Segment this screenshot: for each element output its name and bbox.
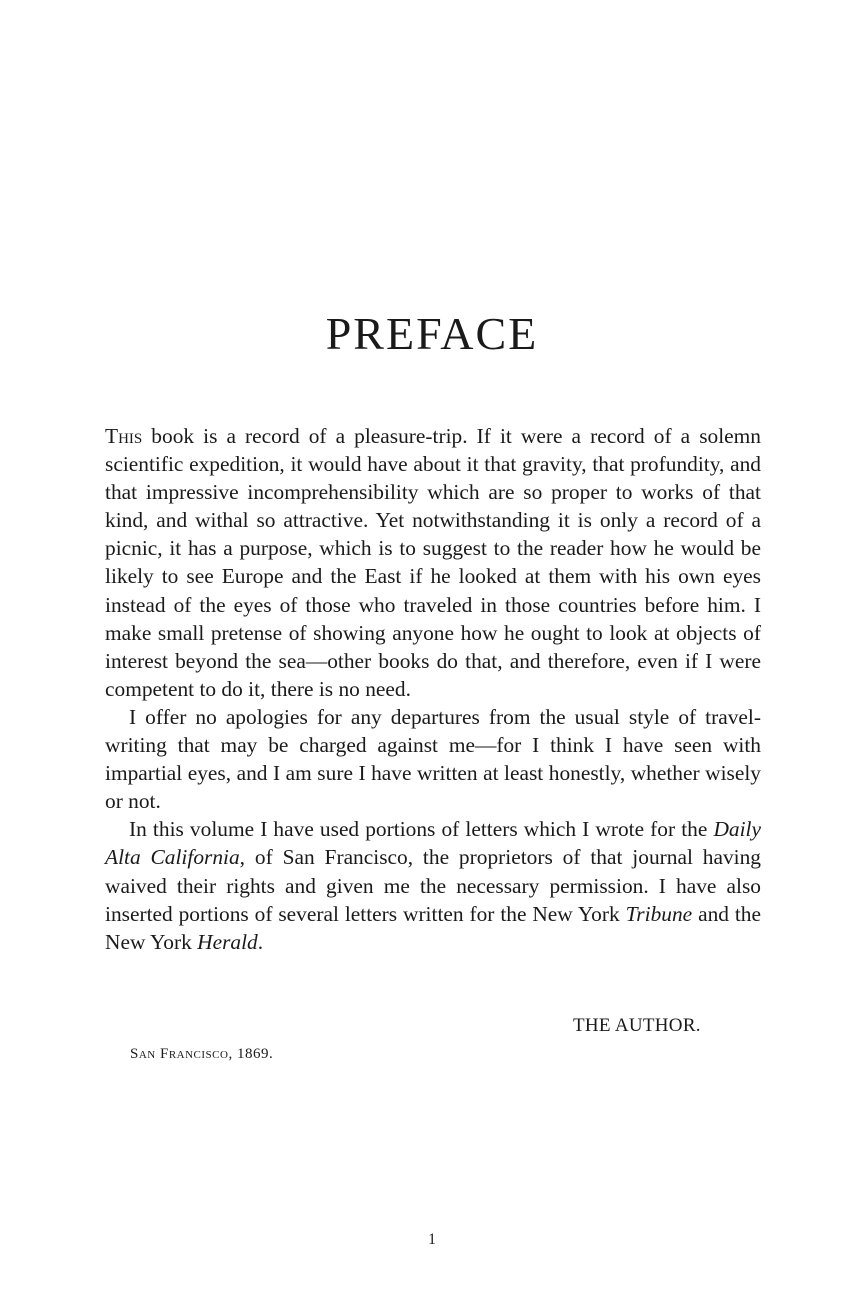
dateline: San Francisco, 1869.: [130, 1046, 274, 1062]
paragraph-3-italic-c: Herald: [197, 929, 258, 954]
paragraph-2: I offer no apologies for any departures from the usual style of travel-writing that may be charged against me—for I think I have seen with impartial eyes, and I am sure I have written at least honestly, whether wisely or not.: [105, 704, 761, 814]
paragraph-3-text-c: and the New York: [105, 901, 761, 954]
paragraph-3-italic-b: Tribune: [625, 901, 693, 926]
paragraph-3-text-b: , of San Francisco, the proprietors of that journal having waived their rights and given me the necessary permission. I have also inserted portions of several letters written for the New York: [105, 845, 761, 926]
preface-body: [105, 422, 761, 956]
paragraph-3-italic-a: Daily Alta California: [105, 817, 761, 870]
paragraph-1-lead: This: [105, 424, 143, 448]
paragraph-3-text-a: In this volume I have used portions of letters which I wrote for the: [129, 817, 714, 842]
paragraph-3: [105, 815, 761, 955]
paragraph-1-text: book is a record of a pleasure-trip. If it were a record of a solemn scientific expedition, it would have about it that gravity, that profundity, and that impressive incomprehensibility which are so proper to works of that kind, and withal so attractive. Yet notwithstanding it is only a record of a picnic, it has a purpose, which is to suggest to the reader how he would be likely to see Europe and the East if he looked at them with his own eyes instead of the eyes of those who traveled in those countries before him. I make small pretense of showing anyone how he ought to look at objects of interest beyond the sea—other books do that, and therefore, even if I were competent to do it, there is no need.: [105, 424, 761, 701]
paragraph-3-text-d: .: [257, 929, 264, 954]
author-signature: THE AUTHOR.: [573, 1015, 701, 1036]
page-title: PREFACE: [325, 308, 539, 359]
page-number: 1: [428, 1231, 436, 1248]
paragraph-1: [105, 422, 761, 703]
